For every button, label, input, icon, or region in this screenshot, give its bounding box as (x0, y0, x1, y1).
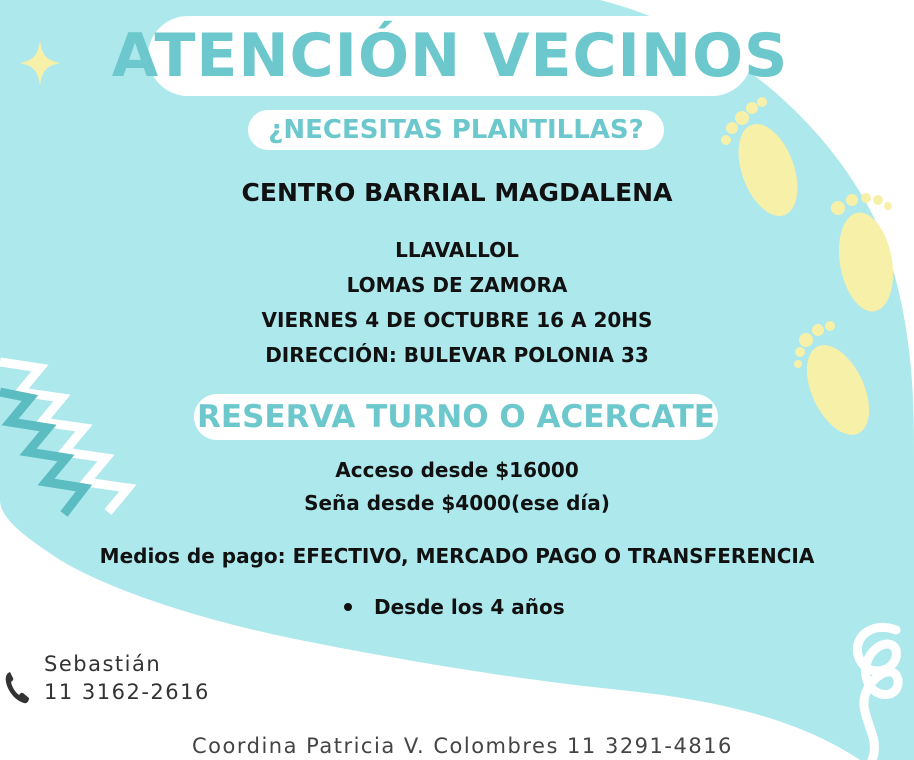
phone-icon (4, 670, 30, 704)
page-title: ATENCIÓN VECINOS (148, 16, 752, 96)
bullet-text: Desde los 4 años (374, 595, 565, 619)
coordinator-line: Coordina Patricia V. Colombres 11 3291-4816 (192, 734, 733, 758)
reserve-banner: RESERVA TURNO O ACERCATE (194, 394, 718, 440)
address-line: DIRECCIÓN: BULEVAR POLONIA 33 (265, 343, 649, 367)
location-line: LLAVALLOL (395, 238, 519, 262)
bullet-dot-icon (344, 603, 352, 611)
date-line: VIERNES 4 DE OCTUBRE 16 A 20HS (261, 308, 653, 332)
contact-block (44, 650, 210, 706)
center-name: CENTRO BARRIAL MAGDALENA (241, 178, 673, 207)
subtitle-question: ¿NECESITAS PLANTILLAS? (248, 110, 664, 150)
payment-methods: Medios de pago: EFECTIVO, MERCADO PAGO O TRANSFERENCIA (99, 544, 815, 568)
bullet-item (344, 595, 565, 619)
price-line: Acceso desde $16000 (335, 458, 579, 482)
contact-phone[interactable]: 11 3162-2616 (44, 680, 210, 704)
price-line: Seña desde $4000(ese día) (304, 491, 610, 515)
location-line: LOMAS DE ZAMORA (346, 273, 568, 297)
contact-name: Sebastián (44, 652, 162, 676)
